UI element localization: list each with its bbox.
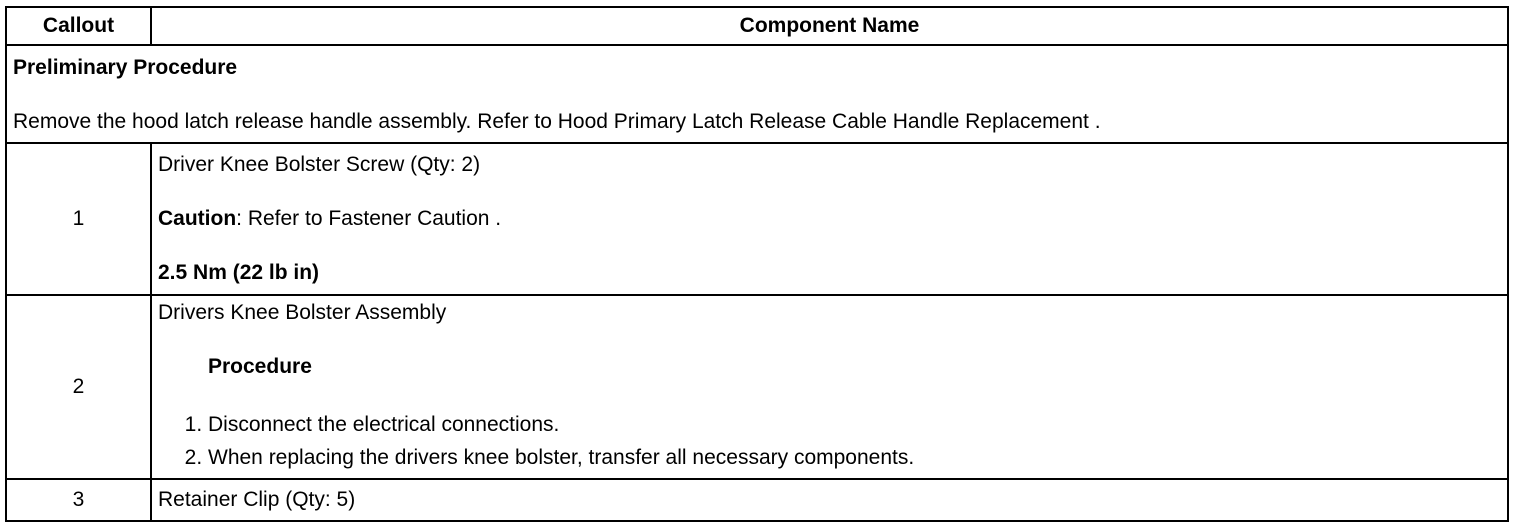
torque-spec: 2.5 Nm (22 lb in) bbox=[158, 261, 320, 284]
component-name: Drivers Knee Bolster Assembly bbox=[158, 301, 447, 324]
column-header-callout: Callout bbox=[6, 7, 151, 45]
component-cell bbox=[151, 295, 1508, 479]
table-row bbox=[6, 479, 1508, 521]
component-name: Driver Knee Bolster Screw (Qty: 2) bbox=[158, 153, 481, 176]
callout-number: 1 bbox=[6, 143, 151, 295]
caution-line bbox=[158, 206, 1501, 232]
callout-number: 3 bbox=[6, 479, 151, 521]
component-cell bbox=[151, 479, 1508, 521]
preliminary-row bbox=[6, 45, 1508, 143]
table-row bbox=[6, 295, 1508, 479]
component-cell bbox=[151, 143, 1508, 295]
preliminary-text: Remove the hood latch release handle assembly. Refer to Hood Primary Latch Release Cable Handle Replacement . bbox=[13, 110, 1101, 133]
table-header-row bbox=[6, 7, 1508, 45]
caution-text: : Refer to Fastener Caution . bbox=[236, 207, 502, 230]
procedure-heading: Procedure bbox=[208, 355, 312, 378]
column-header-component-name: Component Name bbox=[151, 7, 1508, 45]
procedure-step: 1. Disconnect the electrical connections. bbox=[208, 408, 1501, 441]
procedure-steps bbox=[158, 408, 1501, 474]
caution-label: Caution bbox=[158, 207, 237, 230]
callout-table bbox=[5, 6, 1509, 522]
table-row bbox=[6, 143, 1508, 295]
preliminary-title: Preliminary Procedure bbox=[13, 56, 238, 79]
component-name: Retainer Clip (Qty: 5) bbox=[158, 488, 356, 511]
preliminary-cell bbox=[6, 45, 1508, 143]
procedure-step: 2. When replacing the drivers knee bolster, transfer all necessary components. bbox=[208, 441, 1501, 474]
callout-number: 2 bbox=[6, 295, 151, 479]
